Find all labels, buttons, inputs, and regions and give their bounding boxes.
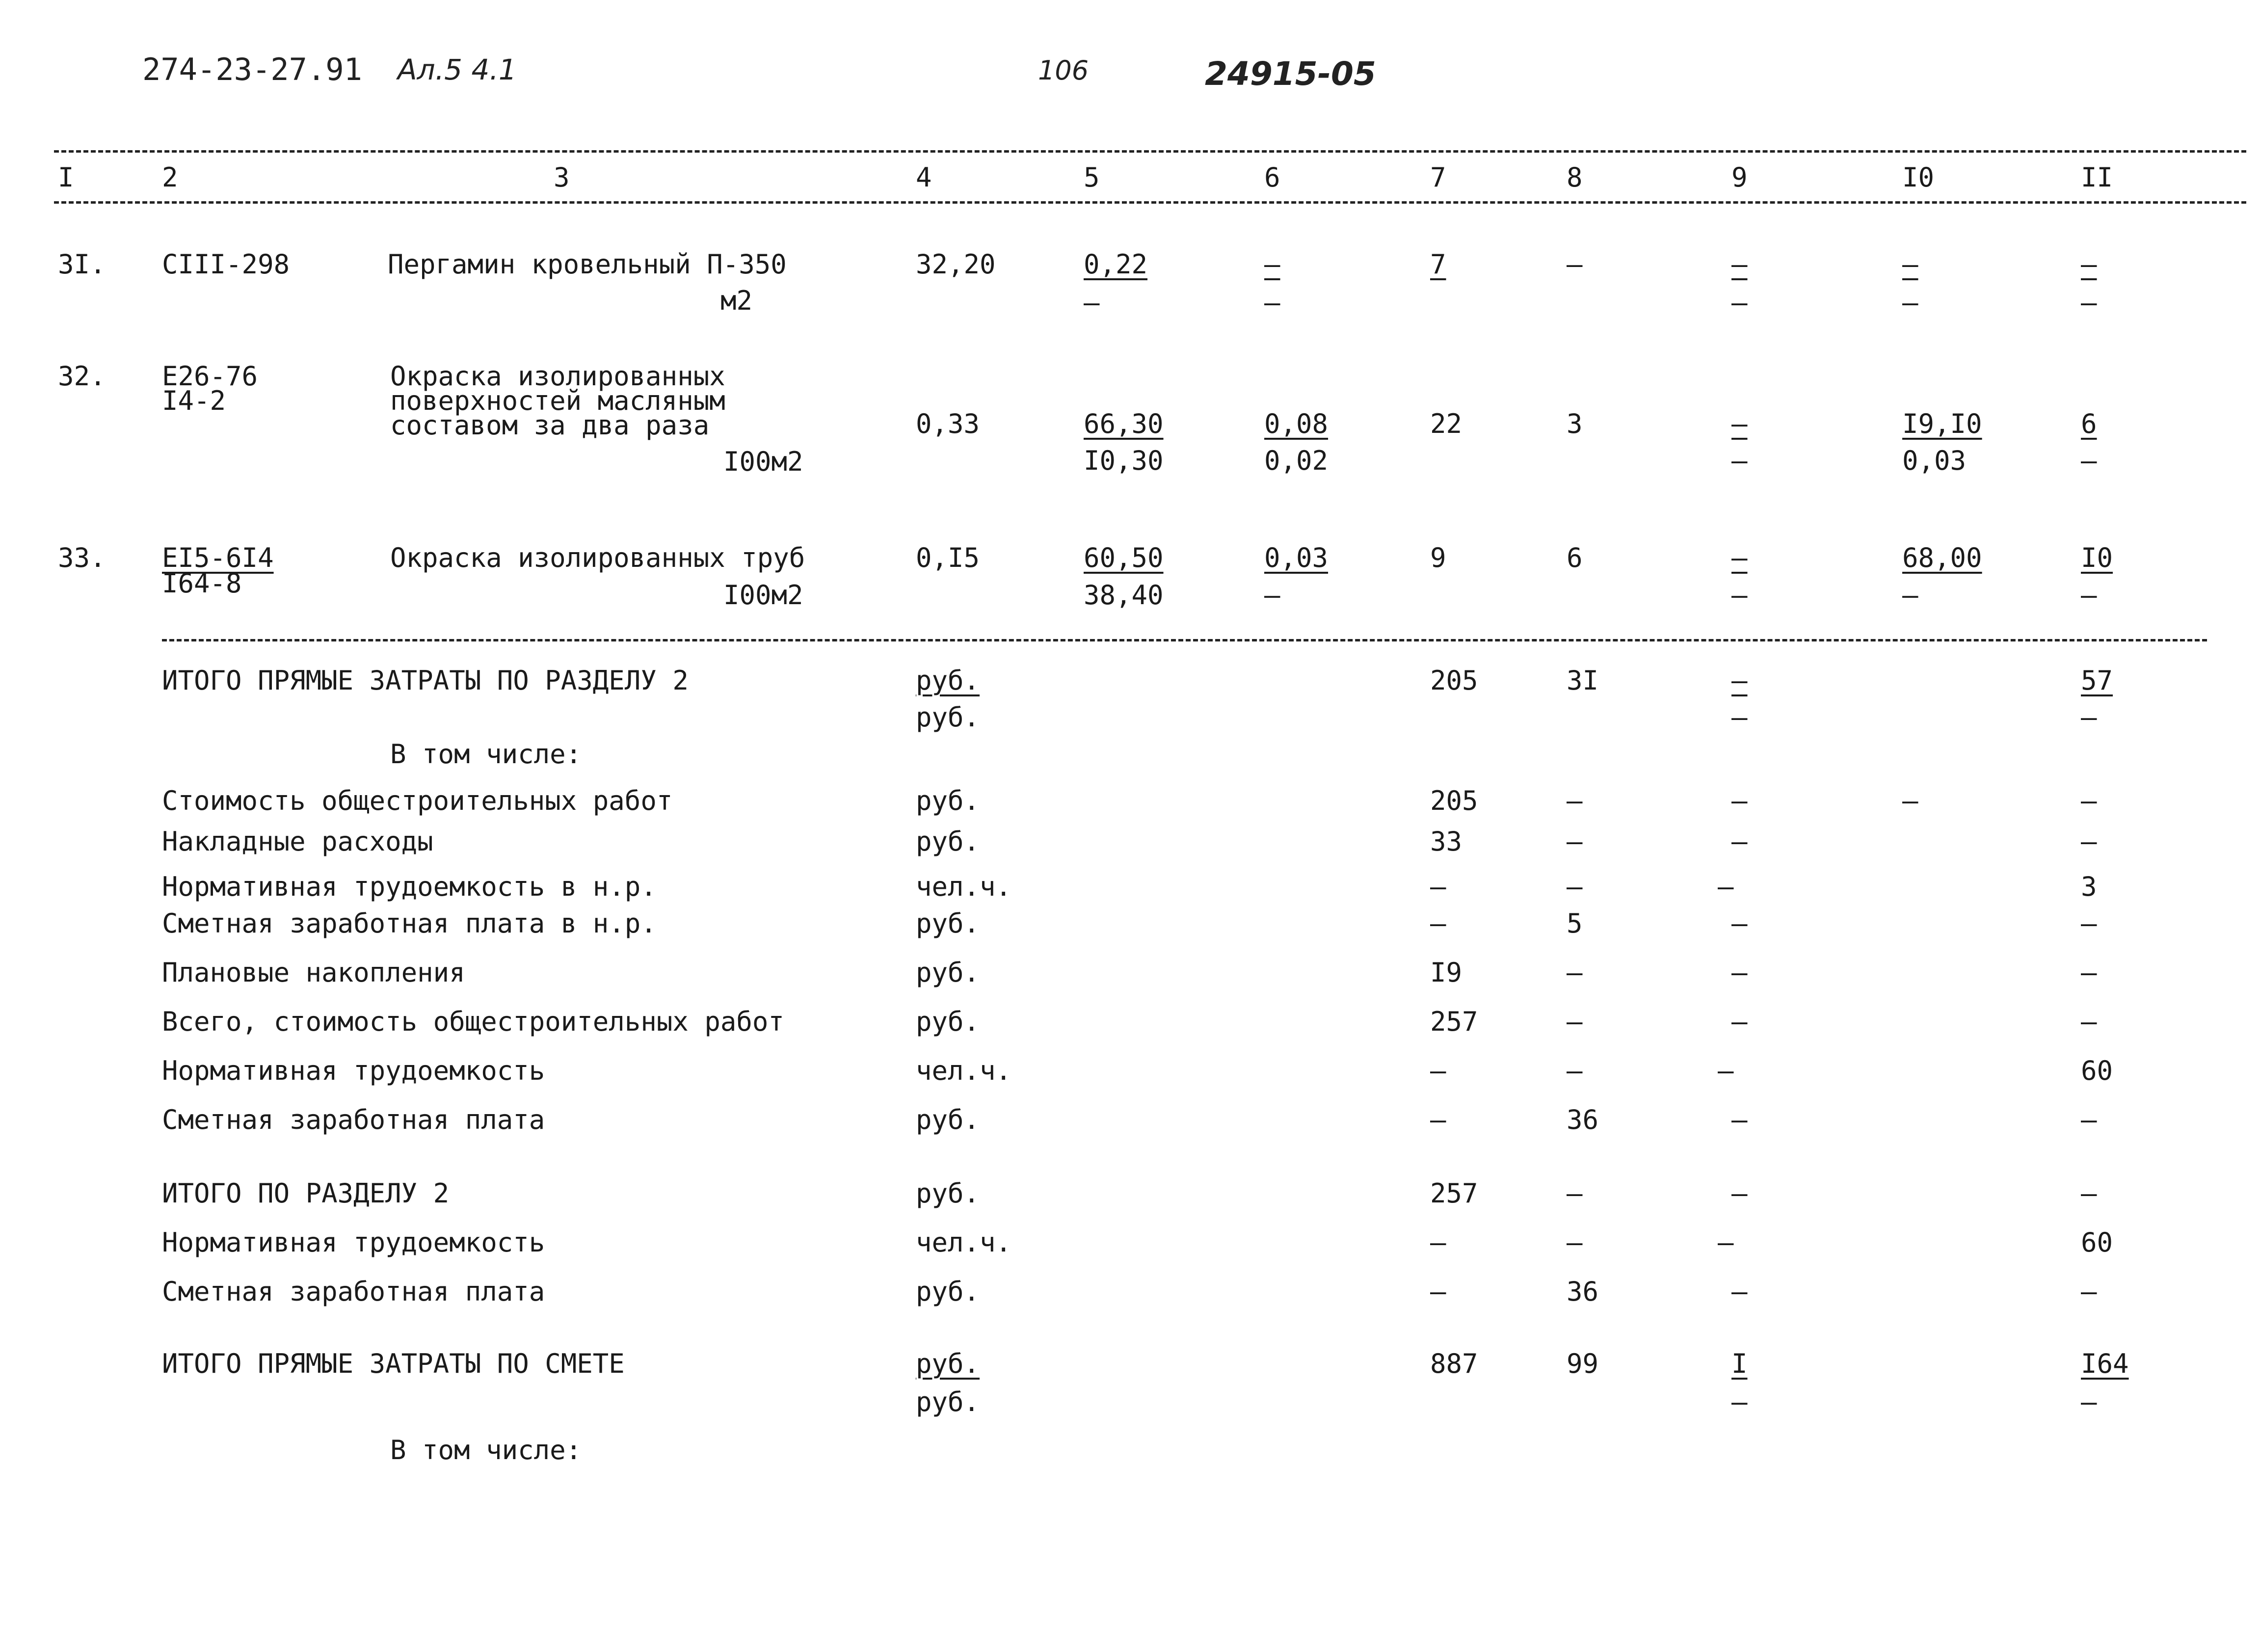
section-divider xyxy=(162,639,2207,641)
cell-8: – xyxy=(1567,249,1583,280)
summary-line-col-8: – xyxy=(1567,871,1583,902)
summary-line-col-9: – xyxy=(1731,908,1748,939)
summary-line-label: ИТОГО ПО РАЗДЕЛУ 2 xyxy=(162,1178,450,1209)
summary-line-label: Стоимость общестроительных работ xyxy=(162,785,673,816)
summary-line-col-9: – xyxy=(1718,871,1734,902)
summary-line-col-8: – xyxy=(1567,1178,1583,1209)
summary-line-col-11: – xyxy=(2081,1104,2097,1135)
cell-10-top: 68,00 xyxy=(1902,542,1982,573)
header-bottom-rule xyxy=(54,201,2246,204)
summary-line-unit: чел.ч. xyxy=(916,1055,1012,1086)
summary-line-col-11: – xyxy=(2081,785,2097,816)
summary-line-unit: чел.ч. xyxy=(916,1227,1012,1258)
col-header-11: II xyxy=(2081,162,2113,193)
cell-10-top: – xyxy=(1902,249,1918,280)
summary-line-col-7: – xyxy=(1430,1104,1446,1135)
cell-5-top: 0,22 xyxy=(1084,249,1148,280)
cell-9-bottom: – xyxy=(1731,445,1748,476)
cell-11-bottom: – xyxy=(2081,445,2097,476)
row-unit: I00м2 xyxy=(723,580,803,611)
summary-col-11-bottom: – xyxy=(2081,1386,2097,1417)
summary-line-col-7: – xyxy=(1430,1227,1446,1258)
summary-col-11-top: 57 xyxy=(2081,665,2113,696)
cell-9-top: – xyxy=(1731,408,1748,439)
summary-line-col-7: 257 xyxy=(1430,1006,1478,1037)
summary-line-label: Всего, стоимость общестроительных работ xyxy=(162,1006,784,1037)
summary-unit-top: руб. xyxy=(916,665,980,696)
summary-line-col-11: 3 xyxy=(2081,871,2097,902)
row-quantity: 32,20 xyxy=(916,249,996,280)
summary-line-col-11: 60 xyxy=(2081,1227,2113,1258)
summary-line-col-7: – xyxy=(1430,908,1446,939)
sheet-reference: Ал.5 4.1 xyxy=(398,53,517,86)
summary-line-col-9: – xyxy=(1731,1104,1748,1135)
summary-line-label: Нормативная трудоемкость xyxy=(162,1227,545,1258)
cell-6-top: – xyxy=(1264,249,1280,280)
summary-line-label: Сметная заработная плата в н.р. xyxy=(162,908,657,939)
summary-line-label: Сметная заработная плата xyxy=(162,1104,545,1135)
summary-line-col-8: – xyxy=(1567,1055,1583,1086)
row-code: Е26-76 xyxy=(162,361,258,392)
summary-line-col-8: – xyxy=(1567,1006,1583,1037)
row-code: ЕI5-6I4 xyxy=(162,542,274,573)
row-name-line-1: Окраска изолированных xyxy=(390,361,725,392)
cell-6-top: 0,08 xyxy=(1264,408,1329,439)
col-header-4: 4 xyxy=(916,162,932,193)
summary-line-col-9: – xyxy=(1731,1178,1748,1209)
cell-7: 9 xyxy=(1430,542,1446,573)
row-name: Пергамин кровельный П-350 xyxy=(388,249,787,280)
cell-6-bottom: – xyxy=(1264,287,1280,318)
summary-line-col-7: 257 xyxy=(1430,1178,1478,1209)
col-header-3: 3 xyxy=(554,162,570,193)
row-unit: I00м2 xyxy=(723,446,803,477)
summary-line-col-8: – xyxy=(1567,957,1583,988)
summary-col-9-bottom: – xyxy=(1731,1386,1748,1417)
cell-7: 7 xyxy=(1430,249,1446,280)
summary-line-col-10: – xyxy=(1902,785,1918,816)
col-header-8: 8 xyxy=(1567,162,1583,193)
cell-11-bottom: – xyxy=(2081,580,2097,611)
cell-9-bottom: – xyxy=(1731,287,1748,318)
summary-line-col-7: 205 xyxy=(1430,785,1478,816)
row-number: 3I. xyxy=(58,249,106,280)
col-header-10: I0 xyxy=(1902,162,1935,193)
row-code-secondary: I64-8 xyxy=(162,568,242,599)
project-number: 24915-05 xyxy=(1205,55,1376,93)
summary-line-col-9: – xyxy=(1718,1227,1734,1258)
summary-line-col-8: 36 xyxy=(1567,1104,1599,1135)
summary-line-col-9: – xyxy=(1731,785,1748,816)
including-label: В том числе: xyxy=(390,1435,582,1465)
summary-line-col-9: – xyxy=(1718,1055,1734,1086)
cell-10-bottom: – xyxy=(1902,287,1918,318)
summary-line-unit: руб. xyxy=(916,1178,980,1209)
summary-line-col-7: – xyxy=(1430,1055,1446,1086)
summary-col-7: 887 xyxy=(1430,1348,1478,1379)
summary-label: ИТОГО ПРЯМЫЕ ЗАТРАТЫ ПО РАЗДЕЛУ 2 xyxy=(162,665,689,696)
summary-col-9-top: – xyxy=(1731,665,1748,696)
row-quantity: 0,I5 xyxy=(916,542,980,573)
summary-line-unit: руб. xyxy=(916,1006,980,1037)
summary-line-col-8: 5 xyxy=(1567,908,1583,939)
header-top-rule xyxy=(54,150,2246,153)
cell-11-bottom: – xyxy=(2081,287,2097,318)
summary-line-col-9: – xyxy=(1731,826,1748,857)
cell-6-bottom: 0,02 xyxy=(1264,445,1329,476)
summary-line-unit: руб. xyxy=(916,957,980,988)
cell-5-bottom: – xyxy=(1084,287,1100,318)
including-label: В том числе: xyxy=(390,739,582,770)
col-header-6: 6 xyxy=(1264,162,1280,193)
summary-line-col-11: – xyxy=(2081,1178,2097,1209)
cell-8: 6 xyxy=(1567,542,1583,573)
summary-line-col-8: – xyxy=(1567,826,1583,857)
summary-line-col-7: – xyxy=(1430,1276,1446,1307)
cell-9-bottom: – xyxy=(1731,580,1748,611)
summary-line-label: Плановые накопления xyxy=(162,957,465,988)
summary-line-col-11: – xyxy=(2081,957,2097,988)
summary-line-unit: руб. xyxy=(916,1276,980,1307)
summary-line-col-9: – xyxy=(1731,957,1748,988)
summary-col-7: 205 xyxy=(1430,665,1478,696)
summary-unit-bottom: руб. xyxy=(916,1386,980,1417)
cell-5-bottom: I0,30 xyxy=(1084,445,1164,476)
summary-col-8: 3I xyxy=(1567,665,1599,696)
cell-8: 3 xyxy=(1567,408,1583,439)
row-name: Окраска изолированных труб xyxy=(390,542,805,573)
row-code-secondary: I4-2 xyxy=(162,385,226,416)
cell-10-top: I9,I0 xyxy=(1902,408,1982,439)
summary-unit-top: руб. xyxy=(916,1348,980,1379)
summary-line-col-11: – xyxy=(2081,1276,2097,1307)
summary-line-label: Накладные расходы xyxy=(162,826,433,857)
summary-line-label: Нормативная трудоемкость в н.р. xyxy=(162,871,657,902)
summary-unit-bottom: руб. xyxy=(916,702,980,733)
col-header-7: 7 xyxy=(1430,162,1446,193)
col-header-2: 2 xyxy=(162,162,178,193)
summary-col-9-bottom: – xyxy=(1731,702,1748,733)
cell-7: 22 xyxy=(1430,408,1463,439)
row-unit: м2 xyxy=(720,285,753,316)
summary-line-col-8: 36 xyxy=(1567,1276,1599,1307)
summary-line-col-11: – xyxy=(2081,1006,2097,1037)
row-code: СIII-298 xyxy=(162,249,290,280)
summary-line-unit: руб. xyxy=(916,826,980,857)
page-number: 106 xyxy=(1038,55,1089,86)
summary-line-label: Нормативная трудоемкость xyxy=(162,1055,545,1086)
summary-line-col-11: – xyxy=(2081,826,2097,857)
summary-label: ИТОГО ПРЯМЫЕ ЗАТРАТЫ ПО СМЕТЕ xyxy=(162,1348,625,1379)
cell-10-bottom: – xyxy=(1902,580,1918,611)
summary-line-col-11: 60 xyxy=(2081,1055,2113,1086)
row-name-line-2: поверхностей масляным xyxy=(390,385,725,416)
col-header-9: 9 xyxy=(1731,162,1748,193)
summary-col-11-bottom: – xyxy=(2081,702,2097,733)
cell-5-top: 66,30 xyxy=(1084,408,1164,439)
cell-5-top: 60,50 xyxy=(1084,542,1164,573)
summary-line-unit: руб. xyxy=(916,908,980,939)
summary-line-col-7: I9 xyxy=(1430,957,1463,988)
summary-line-unit: чел.ч. xyxy=(916,871,1012,902)
col-header-5: 5 xyxy=(1084,162,1100,193)
summary-line-col-8: – xyxy=(1567,785,1583,816)
summary-line-col-9: – xyxy=(1731,1276,1748,1307)
summary-line-col-7: 33 xyxy=(1430,826,1463,857)
summary-line-col-7: – xyxy=(1430,871,1446,902)
row-number: 32. xyxy=(58,361,106,392)
summary-col-8: 99 xyxy=(1567,1348,1599,1379)
document-code: 274-23-27.91 xyxy=(142,52,362,87)
summary-line-col-8: – xyxy=(1567,1227,1583,1258)
cell-11-top: I0 xyxy=(2081,542,2113,573)
summary-line-unit: руб. xyxy=(916,1104,980,1135)
summary-line-col-9: – xyxy=(1731,1006,1748,1037)
summary-line-label: Сметная заработная плата xyxy=(162,1276,545,1307)
cell-5-bottom: 38,40 xyxy=(1084,580,1164,611)
cell-9-top: – xyxy=(1731,249,1748,280)
summary-col-9-top: I xyxy=(1731,1348,1748,1379)
cell-11-top: – xyxy=(2081,249,2097,280)
row-number: 33. xyxy=(58,542,106,573)
col-header-1: I xyxy=(58,162,74,193)
summary-col-11-top: I64 xyxy=(2081,1348,2129,1379)
cell-10-bottom: 0,03 xyxy=(1902,445,1967,476)
cell-6-bottom: – xyxy=(1264,580,1280,611)
row-quantity: 0,33 xyxy=(916,408,980,439)
summary-line-col-11: – xyxy=(2081,908,2097,939)
summary-line-unit: руб. xyxy=(916,785,980,816)
cell-6-top: 0,03 xyxy=(1264,542,1329,573)
cell-9-top: – xyxy=(1731,542,1748,573)
row-name-line-3: составом за два раза xyxy=(390,410,710,441)
cell-11-top: 6 xyxy=(2081,408,2097,439)
